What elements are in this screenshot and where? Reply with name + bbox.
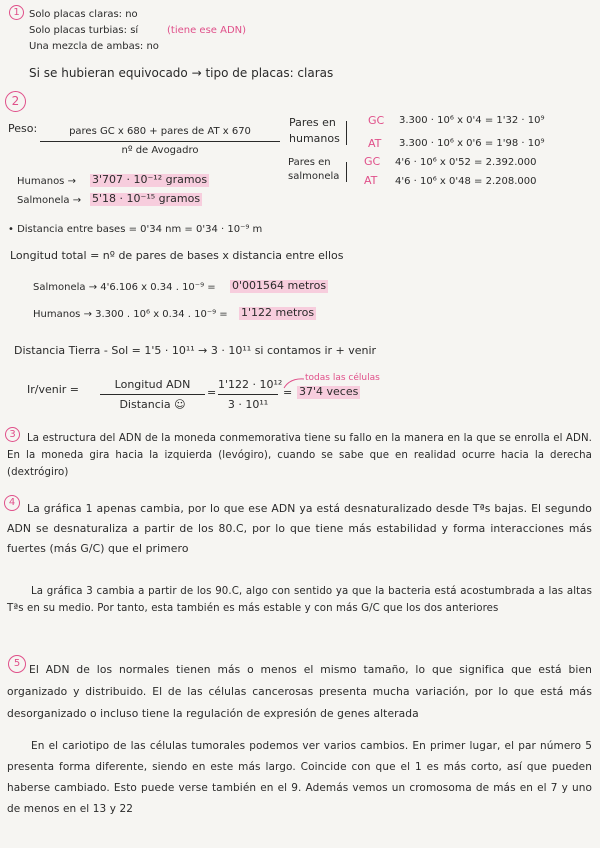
ir-venir-numerator: Longitud ADN <box>114 378 191 391</box>
peso-fraction-bar <box>40 141 280 142</box>
note-arrow <box>278 374 318 394</box>
distancia-tierra-sol: Distancia Tierra - Sol = 1'5 · 10¹¹ → 3 · 10¹¹ si contamos ir + venir <box>14 344 377 357</box>
humanos-longitud-label: Humanos → 3.300 . 10⁶ x 0.34 . 10⁻⁹ = <box>33 309 228 320</box>
hum-gc-calc: 3.300 · 10⁶ x 0'4 = 1'32 · 10⁹ <box>399 115 545 126</box>
hum-at-calc: 3.300 · 10⁶ x 0'6 = 1'98 · 10⁹ <box>399 138 545 149</box>
ir-venir-bar-2 <box>218 394 278 395</box>
hum-at-label: AT <box>368 137 382 150</box>
pares-humanos-label: Pares en humanos <box>289 116 340 145</box>
s5-text-2: En el cariotipo de las células tumorales podemos ver varios cambios. En primer lugar, el par número 5 presenta forma diferente, siendo en este más largo. Coincide con que el 1 es más corto, así que pueden haberse cambiado. Esto puede verse también en el 9. Además vemos un cromosoma de más en el 7 y uno de menos en el 13 y 22 <box>7 740 592 815</box>
hum-gc-label: GC <box>368 114 385 127</box>
humanos-longitud: 1'122 metros <box>241 306 315 319</box>
humanos-peso: 3'707 · 10⁻¹² gramos <box>92 173 208 186</box>
s1-line2: Solo placas turbias: sí <box>29 25 139 36</box>
salmonela-peso-label: Salmonela → <box>17 195 82 206</box>
s5-text-1: El ADN de los normales tienen más o menos el mismo tamaño, lo que significa que está bien organizado y distribuido. El de las células cancerosas presenta mucha variación, por lo que está más desorganizado o incluso tiene la regulación de expresión de genes alterada <box>7 663 592 720</box>
section-3-number: 3 <box>5 427 20 442</box>
sal-gc-calc: 4'6 · 10⁶ x 0'52 = 2.392.000 <box>395 157 537 168</box>
humanos-peso-label: Humanos → <box>17 176 76 187</box>
ir-venir-denominator: Distancia ☺ <box>119 398 186 411</box>
sal-at-label: AT <box>364 174 378 187</box>
peso-label: Peso: <box>8 122 38 135</box>
s3-text: La estructura del ADN de la moneda conmemorativa tiene su fallo en la manera en la que se enrolla el ADN. En la moneda gira hacia la izquierda (levógiro), cuando se sabe que en realidad ocurre hacia la derecha (dextrógiro) <box>7 433 592 478</box>
ir-venir-equals-2: = <box>283 386 293 399</box>
sal-bracket-v <box>346 162 347 182</box>
salmonela-longitud: 0'001564 metros <box>232 279 327 292</box>
peso-numerator: pares GC x 680 + pares de AT x 670 <box>69 126 251 137</box>
ir-venir-denominator-2: 3 · 10¹¹ <box>227 398 269 411</box>
longitud-total: Longitud total = nº de pares de bases x distancia entre ellos <box>10 249 344 262</box>
distancia-bases: • Distancia entre bases = 0'34 nm = 0'34 · 10⁻⁹ m <box>8 224 263 235</box>
ir-venir-bar-1 <box>100 394 205 395</box>
sal-at-calc: 4'6 · 10⁶ x 0'48 = 2.208.000 <box>395 176 537 187</box>
s1-line1: Solo placas claras: no <box>29 9 138 20</box>
sal-gc-label: GC <box>364 155 381 168</box>
section-5-number: 5 <box>8 655 26 673</box>
ir-venir-label: Ir/venir = <box>27 383 80 396</box>
s4-text-1: La gráfica 1 apenas cambia, por lo que ese ADN ya está desnaturalizado desde Tªs bajas. El segundo ADN se desnaturaliza a partir de los 80.C, por lo que tiene más estabilidad y forma interacciones más fuertes (más G/C) que el primero <box>7 502 592 555</box>
section-2-number: 2 <box>5 91 26 112</box>
ir-venir-numerator-2: 1'122 · 10¹² <box>218 378 283 391</box>
section-4-number: 4 <box>4 495 20 511</box>
ir-venir-equals-1: = <box>207 386 217 399</box>
section-1-number: 1 <box>9 5 24 20</box>
salmonela-longitud-label: Salmonela → 4'6.106 x 0.34 . 10⁻⁹ = <box>33 282 216 293</box>
peso-denominator: nº de Avogadro <box>121 145 199 156</box>
hum-bracket-v <box>346 121 347 145</box>
pares-salmonela-label: Pares en salmonela <box>288 157 340 182</box>
ir-venir-note: todas las células <box>305 373 380 383</box>
salmonela-peso: 5'18 · 10⁻¹⁵ gramos <box>92 192 201 205</box>
s4-text-2: La gráfica 3 cambia a partir de los 90.C, algo con sentido ya que la bacteria está acostumbrada a las altas Tªs en su medio. Por tanto, esta también es más estable y con más G/C que los dos anteriores <box>7 586 592 614</box>
s1-note: (tiene ese ADN) <box>167 25 247 36</box>
ir-venir-result: 37'4 veces <box>299 385 359 398</box>
s1-line4: Si se hubieran equivocado → tipo de placas: claras <box>29 66 334 80</box>
s1-line3: Una mezcla de ambas: no <box>29 41 159 52</box>
